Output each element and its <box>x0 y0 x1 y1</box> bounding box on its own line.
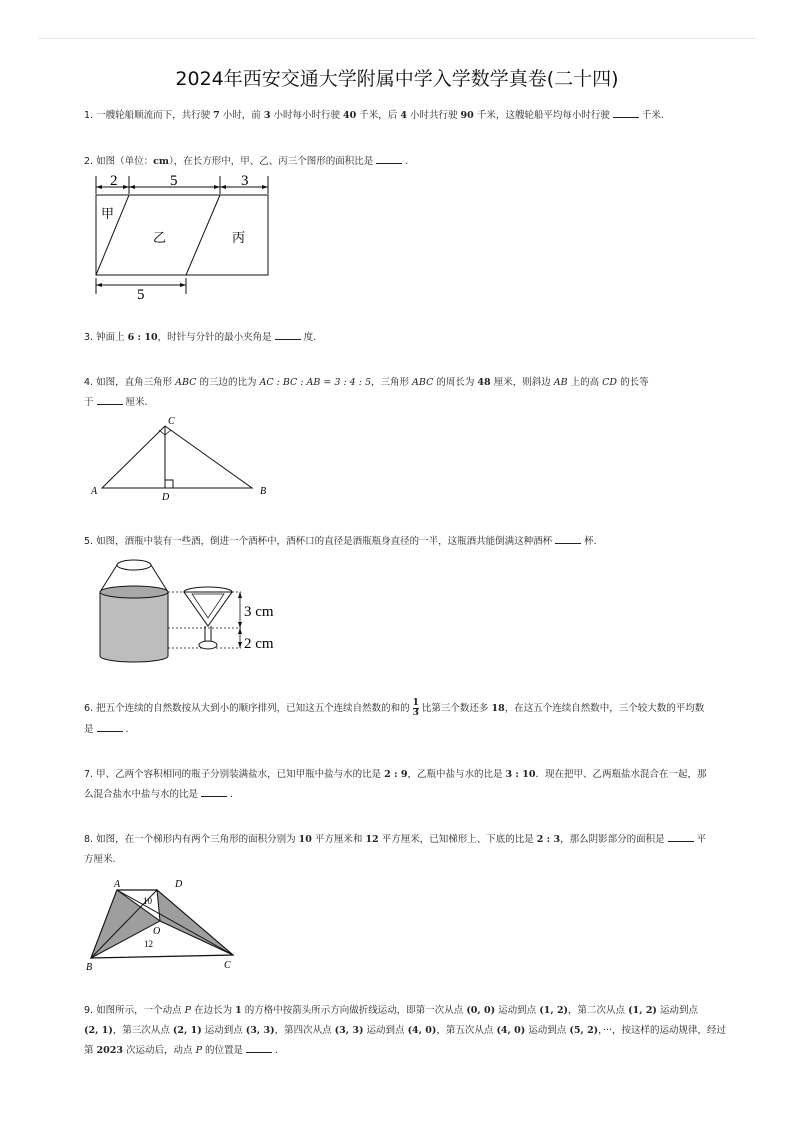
dim-top-1: 2 <box>110 173 118 189</box>
trapezoid-figure <box>84 874 254 974</box>
label-d: D <box>175 879 183 890</box>
label-o: O <box>153 926 161 937</box>
answer-blank[interactable] <box>97 394 123 405</box>
question-9: 9. 如图所示，一个动点 P 在边长为 1 的方格中按箭头所示方向做折线运动，即第一次从点 (0, 0) 运动到点 (1, 2)，第二次从点 (1, 2) 运动到点 <box>84 1005 698 1016</box>
answer-blank[interactable] <box>668 831 694 842</box>
label-b: B <box>86 962 93 973</box>
answer-blank[interactable] <box>555 533 581 544</box>
label-b: B <box>260 486 267 497</box>
question-6-cont: 是 . <box>84 720 129 740</box>
fraction-one-third: $\frac{1}{3}$ <box>412 698 419 718</box>
question-7: 7. 甲、乙两个容积相同的瓶子分别装满盐水，已知甲瓶中盐与水的比是 2 : 9，乙瓶中盐与水的比是 3 : 10．现在把甲、乙两瓶盐水混合在一起，那 <box>84 769 707 780</box>
height-2cm: 2 cm <box>244 636 274 652</box>
answer-blank[interactable] <box>201 786 227 797</box>
question-3: 3. 钟面上 6 : 10，时针与分针的最小夹角是 度. <box>84 328 316 348</box>
region-jia: 甲 <box>101 206 115 221</box>
region-bing: 丙 <box>232 230 246 245</box>
answer-blank[interactable] <box>613 107 639 118</box>
label-a: A <box>114 879 121 890</box>
question-4-cont: 于 厘米. <box>84 393 148 413</box>
region-yi: 乙 <box>153 230 167 245</box>
page-title: 2024年西安交通大学附属中学入学数学真卷(二十四) <box>175 68 619 90</box>
label-a: A <box>91 486 98 497</box>
area-12: 12 <box>144 939 153 949</box>
label-c: C <box>168 416 175 427</box>
dim-bottom: 5 <box>137 287 145 303</box>
bottle-and-glass-figure <box>96 556 296 666</box>
question-1: 1. 一艘轮船顺流而下，共行驶 7 小时，前 3 小时每小时行驶 40 千米，后 4 小时共行驶 90 千米，这艘轮船平均每小时行驶 千米. <box>84 106 664 126</box>
question-5: 5. 如图，酒瓶中装有一些酒，倒进一个酒杯中，酒杯口的直径是酒瓶瓶身直径的一半，这瓶酒共能倒满这种酒杯 杯. <box>84 532 597 552</box>
question-9-cont2: 第 2023 次运动后，动点 P 的位置是 . <box>84 1041 278 1061</box>
question-8-cont: 方厘米. <box>84 854 116 865</box>
question-6: 6. 把五个连续的自然数按从大到小的顺序排列，已知这五个连续自然数的和的 $\frac{1}{3}$ 比第三个数还多 18，在这五个连续自然数中，三个较大数的平均数 <box>84 698 705 718</box>
question-2: 2. 如图（单位：cm），在长方形中，甲、乙、丙三个图形的面积比是 . <box>84 152 408 172</box>
dim-top-3: 3 <box>241 173 249 189</box>
top-divider <box>38 38 756 39</box>
question-7-cont: 么混合盐水中盐与水的比是 . <box>84 785 233 805</box>
question-9-cont1: (2, 1)，第三次从点 (2, 1) 运动到点 (3, 3)，第四次从点 (3, 3) 运动到点 (4, 0)，第五次从点 (4, 0) 运动到点 (5, 2)，···，按这样的运动规律，经过 <box>84 1025 726 1036</box>
question-4: 4. 如图，直角三角形 ABC 的三边的比为 AC : BC : AB = 3 : 4 : 5，三角形 ABC 的周长为 48 厘米，则斜边 AB 上的高 CD 的长等 <box>84 377 649 388</box>
dim-top-2: 5 <box>170 173 178 189</box>
answer-blank[interactable] <box>275 329 301 340</box>
rectangle-figure <box>88 168 278 303</box>
question-8: 8. 如图，在一个梯形内有两个三角形的面积分别为 10 平方厘米和 12 平方厘米，已知梯形上、下底的比是 2 : 3，那么阴影部分的面积是 平 <box>84 830 706 850</box>
label-d: D <box>162 492 170 503</box>
answer-blank[interactable] <box>376 153 402 164</box>
answer-blank[interactable] <box>246 1042 272 1053</box>
height-3cm: 3 cm <box>244 604 274 620</box>
label-c: C <box>224 960 231 971</box>
right-triangle-figure <box>88 412 278 504</box>
answer-blank[interactable] <box>97 721 123 732</box>
area-10: 10 <box>143 896 152 906</box>
